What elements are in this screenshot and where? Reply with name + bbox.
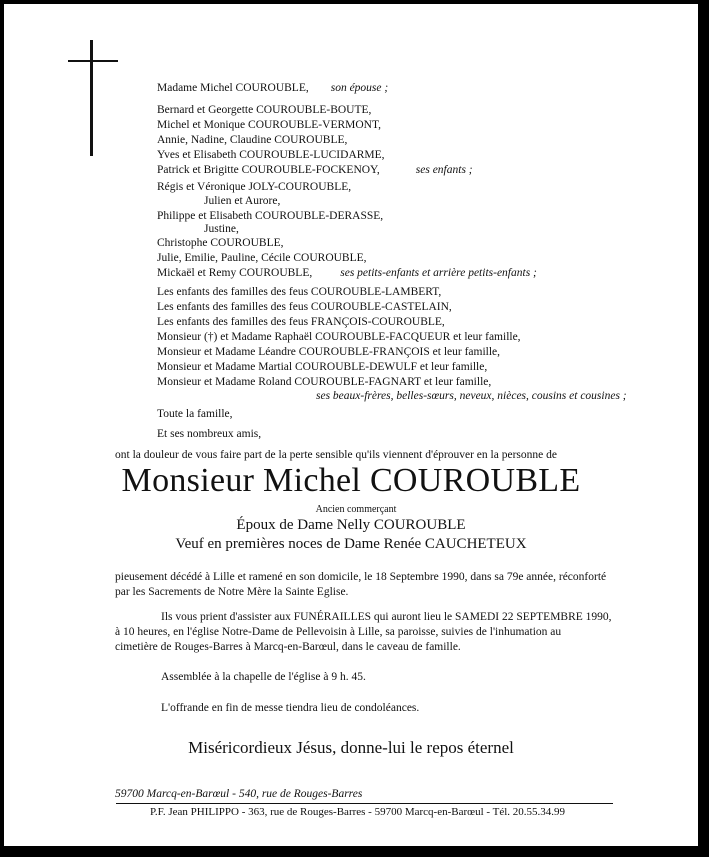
family-line-7: Julien et Aurore, bbox=[204, 195, 281, 207]
family-line-14: Les enfants des familles des feus COUROUBLE-CASTELAIN, bbox=[157, 301, 452, 313]
family-line-2: Michel et Monique COUROUBLE-VERMONT, bbox=[157, 119, 382, 131]
family-line-5: Patrick et Brigitte COUROUBLE-FOCKENOY, ses enfants ; bbox=[157, 164, 473, 176]
intro-text: ont la douleur de vous faire part de la perte sensible qu'ils viennent d'éprouver en la personne de bbox=[115, 449, 557, 461]
family-line-17: Monsieur et Madame Léandre COUROUBLE-FRANÇOIS et leur famille, bbox=[157, 346, 501, 358]
deceased-name: Monsieur Michel COUROUBLE bbox=[121, 462, 581, 499]
funeral-text-1: Ils vous prient d'assister aux FUNÉRAILLES qui auront lieu le SAMEDI 22 SEPTEMBRE 1990, bbox=[161, 611, 612, 623]
death-text-2: par les Sacrements de Notre Mère la Sainte Eglise. bbox=[115, 586, 349, 598]
family-line-18: Monsieur et Madame Martial COUROUBLE-DEWULF et leur famille, bbox=[157, 361, 488, 373]
funeral-text-3: cimetière de Rouges-Barres à Marcq-en-Barœul, dans le caveau de famille. bbox=[115, 641, 461, 653]
family-line-19: Monsieur et Madame Roland COUROUBLE-FAGNART et leur famille, bbox=[157, 376, 492, 388]
family-line-4: Yves et Elisabeth COUROUBLE-LUCIDARME, bbox=[157, 149, 385, 161]
assembly-text: Assemblée à la chapelle de l'église à 9 h. 45. bbox=[161, 671, 366, 683]
offering-text: L'offrande en fin de messe tiendra lieu de condoléances. bbox=[161, 702, 420, 714]
prayer-text: Miséricordieux Jésus, donne-lui le repos éternel bbox=[188, 738, 514, 757]
family-line-12: Mickaël et Remy COUROUBLE, ses petits-enfants et arrière petits-enfants ; bbox=[157, 267, 537, 279]
deceased-spouse: Époux de Dame Nelly COUROUBLE bbox=[236, 517, 466, 533]
family-line-8: Philippe et Elisabeth COUROUBLE-DERASSE, bbox=[157, 210, 384, 222]
family-line-20: ses beaux-frères, belles-sœurs, neveux, nièces, cousins et cousines ; bbox=[316, 390, 627, 402]
family-line-1: Bernard et Georgette COUROUBLE-BOUTE, bbox=[157, 104, 372, 116]
family-line-15: Les enfants des familles des feus FRANÇOIS-COUROUBLE, bbox=[157, 316, 445, 328]
address-text: 59700 Marcq-en-Barœul - 540, rue de Rouges-Barres bbox=[115, 788, 363, 800]
family-line-9: Justine, bbox=[204, 223, 239, 235]
deceased-first-spouse: Veuf en premières noces de Dame Renée CAUCHETEUX bbox=[175, 536, 527, 552]
death-text-1: pieusement décédé à Lille et ramené en son domicile, le 18 Septembre 1990, dans sa 79e année, réconforté bbox=[115, 571, 607, 583]
family-line-6: Régis et Véronique JOLY-COUROUBLE, bbox=[157, 181, 352, 193]
cross-bar bbox=[68, 60, 118, 62]
footer-text: P.F. Jean PHILIPPO - 363, rue de Rouges-Barres - 59700 Marcq-en-Barœul - Tél. 20.55.34.99 bbox=[150, 806, 566, 818]
deceased-title: Ancien commerçant bbox=[315, 504, 397, 515]
cross-icon bbox=[90, 40, 93, 156]
family-line-10: Christophe COUROUBLE, bbox=[157, 237, 284, 249]
obituary-page bbox=[4, 4, 698, 846]
family-line-16: Monsieur (†) et Madame Raphaël COUROUBLE-FACQUEUR et leur famille, bbox=[157, 331, 521, 343]
family-line-3: Annie, Nadine, Claudine COUROUBLE, bbox=[157, 134, 348, 146]
family-line-22: Et ses nombreux amis, bbox=[157, 428, 262, 440]
family-line-13: Les enfants des familles des feus COUROUBLE-LAMBERT, bbox=[157, 286, 442, 298]
family-line-11: Julie, Emilie, Pauline, Cécile COUROUBLE, bbox=[157, 252, 367, 264]
footer-divider bbox=[116, 803, 613, 804]
family-line-21: Toute la famille, bbox=[157, 408, 233, 420]
family-line-0: Madame Michel COUROUBLE, son épouse ; bbox=[157, 82, 389, 94]
funeral-text-2: à 10 heures, en l'église Notre-Dame de Pellevoisin à Lille, sa paroisse, suivies de l'inhumation au bbox=[115, 626, 562, 638]
